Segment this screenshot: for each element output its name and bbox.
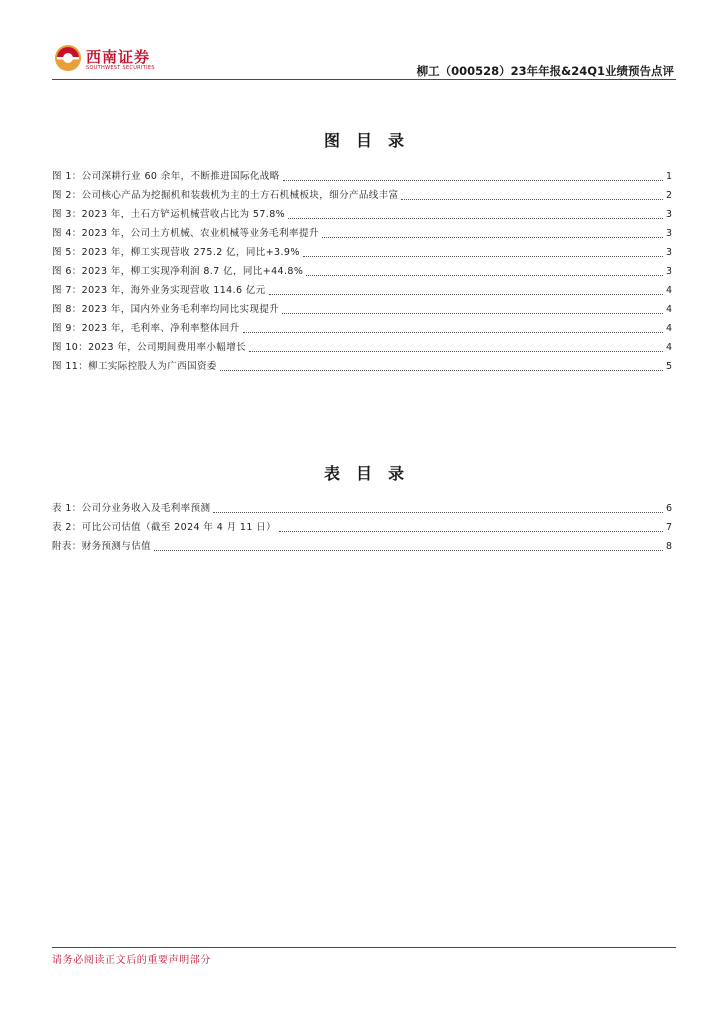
toc-dot-leader <box>306 275 663 276</box>
toc-entry-page: 3 <box>665 209 672 220</box>
footer-disclaimer: 请务必阅读正文后的重要声明部分 <box>52 955 211 966</box>
toc-entry[interactable] <box>52 282 672 301</box>
footer-divider <box>52 947 676 948</box>
toc-entry-label: 图 8：2023 年，国内外业务毛利率均同比实现提升 <box>52 304 280 315</box>
toc-entry[interactable] <box>52 301 672 320</box>
toc-entry-label: 图 6：2023 年，柳工实现净利润 8.7 亿，同比+44.8% <box>52 266 304 277</box>
toc-dot-leader <box>279 531 663 532</box>
toc-entry[interactable] <box>52 358 672 377</box>
toc-entry[interactable] <box>52 168 672 187</box>
toc-entry[interactable] <box>52 244 672 263</box>
toc-entry-page: 4 <box>665 304 672 315</box>
toc-entry-label: 图 5：2023 年，柳工实现营收 275.2 亿，同比+3.9% <box>52 247 300 258</box>
toc-entry-label: 图 2：公司核心产品为挖掘机和装载机为主的土方石机械板块，细分产品线丰富 <box>52 190 399 201</box>
toc-entry[interactable] <box>52 206 672 225</box>
toc-entry-page: 4 <box>665 323 672 334</box>
toc-entry-page: 6 <box>665 503 672 514</box>
toc-entry-label: 图 3：2023 年，土石方铲运机械营收占比为 57.8% <box>52 209 286 220</box>
toc-entry-label: 图 9：2023 年，毛利率、净利率整体回升 <box>52 323 240 334</box>
toc-entry[interactable] <box>52 263 672 282</box>
toc-entry-label: 表 1：公司分业务收入及毛利率预测 <box>52 503 211 514</box>
toc-dot-leader <box>249 351 663 352</box>
toc-dot-leader <box>213 512 663 513</box>
toc-entry[interactable] <box>52 519 672 538</box>
report-title: 柳工（000528）23年年报&24Q1业绩预告点评 <box>416 64 674 78</box>
header-divider <box>52 79 676 80</box>
toc-entry-page: 1 <box>665 171 672 182</box>
toc-entry-label: 图 10：2023 年，公司期间费用率小幅增长 <box>52 342 247 353</box>
toc-entry-label: 图 7：2023 年，海外业务实现营收 114.6 亿元 <box>52 285 266 296</box>
toc-entry[interactable] <box>52 320 672 339</box>
toc-dot-leader <box>220 370 663 371</box>
toc-entry-page: 4 <box>665 342 672 353</box>
toc-dot-leader <box>401 199 663 200</box>
toc-entry-page: 3 <box>665 266 672 277</box>
toc-dot-leader <box>322 237 663 238</box>
toc-entry[interactable] <box>52 500 672 519</box>
toc-entry-page: 5 <box>665 361 672 372</box>
table-toc-list <box>52 500 672 557</box>
toc-dot-leader <box>303 256 663 257</box>
toc-dot-leader <box>283 180 663 181</box>
toc-entry-label: 附表：财务预测与估值 <box>52 541 152 552</box>
brand-name-en: SOUTHWEST SECURITIES <box>86 65 155 71</box>
toc-entry[interactable] <box>52 187 672 206</box>
figure-toc-list <box>52 168 672 377</box>
toc-entry-label: 表 2：可比公司估值（截至 2024 年 4 月 11 日） <box>52 522 276 533</box>
toc-entry[interactable] <box>52 339 672 358</box>
toc-dot-leader <box>288 218 663 219</box>
toc-entry-page: 3 <box>665 247 672 258</box>
toc-dot-leader <box>243 332 663 333</box>
toc-entry-page: 8 <box>665 541 672 552</box>
toc-entry-page: 7 <box>665 522 672 533</box>
toc-entry-page: 4 <box>665 285 672 296</box>
toc-entry-page: 2 <box>665 190 672 201</box>
toc-dot-leader <box>282 313 663 314</box>
brand-name-cn: 西南证券 <box>86 48 151 66</box>
toc-dot-leader <box>154 550 663 551</box>
brand-logo-icon <box>54 44 82 72</box>
toc-entry-label: 图 1：公司深耕行业 60 余年，不断推进国际化战略 <box>52 171 280 182</box>
page-header <box>52 38 676 80</box>
figure-toc-title: 图目录 <box>323 131 420 150</box>
toc-entry-label: 图 4：2023 年，公司土方机械、农业机械等业务毛利率提升 <box>52 228 319 239</box>
toc-dot-leader <box>269 294 663 295</box>
toc-entry-page: 3 <box>665 228 672 239</box>
toc-entry-label: 图 11：柳工实际控股人为广西国资委 <box>52 361 217 372</box>
table-toc-title: 表目录 <box>323 464 420 483</box>
toc-entry[interactable] <box>52 225 672 244</box>
toc-entry[interactable] <box>52 538 672 557</box>
